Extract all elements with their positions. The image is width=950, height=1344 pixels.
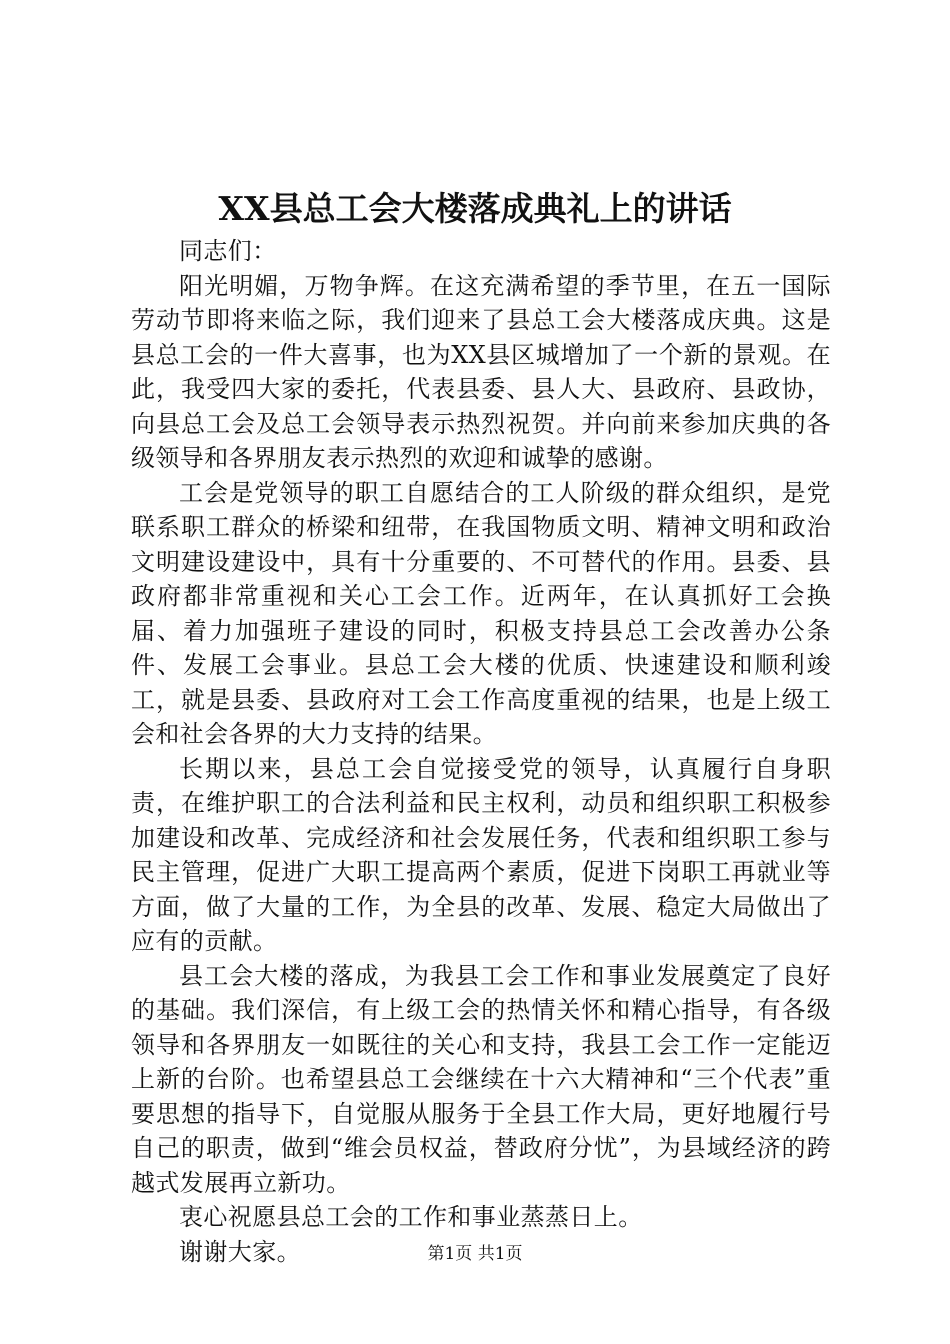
salutation: 同志们： xyxy=(179,237,277,265)
paragraph-2: 工会是党领导的职工自愿结合的工人阶级的群众组织，是党联系职工群众的桥梁和纽带，在我国物质文明、精神文明和政治文明建设建设中，具有十分重要的、不可替代的作用。县委、县政府都非常重视和关心工会工作。近两年，在认真抓好工会换届、着力加强班子建设的同时，积极支持县总工会改善办公条件、发展工会事业。县总工会大楼的优质、快速建设和顺利竣工，就是县委、县政府对工会工作高度重视的结果，也是上级工会和社会各界的大力支持的结果。 xyxy=(131,478,831,748)
paragraph-6: 谢谢大家。 xyxy=(179,1237,301,1266)
document-title: XX县总工会大楼落成典礼上的讲话 xyxy=(218,189,732,228)
paragraph-3: 长期以来，县总工会自觉接受党的领导，认真履行自身职责，在维护职工的合法利益和民主权利，动员和组织职工积极参加建设和改革、完成经济和社会发展任务，代表和组织职工参与民主管理，促进广大职工提高两个素质，促进下岗职工再就业等方面，做了大量的工作，为全县的改革、发展、稳定大局做出了应有的贡献。 xyxy=(131,754,831,955)
page-number-footer: 第1页 共1页 xyxy=(427,1244,523,1264)
paragraph-5: 衷心祝愿县总工会的工作和事业蒸蒸日上。 xyxy=(179,1203,643,1231)
document-body xyxy=(131,234,831,1269)
paragraph-1: 阳光明媚，万物争辉。在这充满希望的季节里，在五一国际劳动节即将来临之际，我们迎来了县总工会大楼落成庆典。这是县总工会的一件大喜事，也为XX县区城增加了一个新的景观。在此，我受四大家的委托，代表县委、县人大、县政府、县政协，向县总工会及总工会领导表示热烈祝贺。并向前来参加庆典的各级领导和各界朋友表示热烈的欢迎和诚挚的感谢。 xyxy=(131,271,831,472)
paragraph-4: 县工会大楼的落成，为我县工会工作和事业发展奠定了良好的基础。我们深信，有上级工会的热情关怀和精心指导，有各级领导和各界朋友一如既往的关心和支持，我县工会工作一定能迈上新的台阶。也希望县总工会继续在十六大精神和“三个代表”重要思想的指导下，自觉服从服务于全县工作大局，更好地履行号自己的职责，做到“维会员权益，替政府分忧”，为县域经济的跨越式发展再立新功。 xyxy=(131,961,831,1197)
